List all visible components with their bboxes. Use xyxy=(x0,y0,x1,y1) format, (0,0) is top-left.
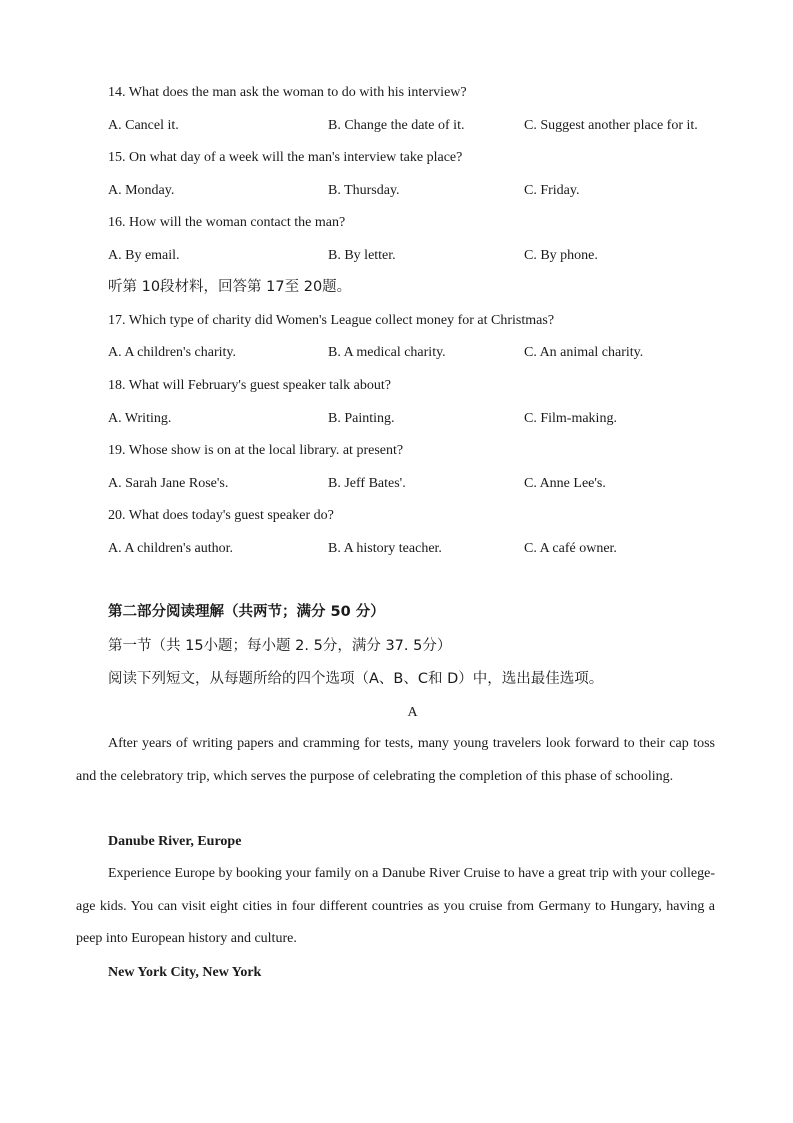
question-19: 19. Whose show is on at the local library. at present? xyxy=(108,443,404,458)
q14-option-c: C. Suggest another place for it. xyxy=(524,118,698,133)
q19-option-a: A. Sarah Jane Rose's. xyxy=(108,476,229,491)
question-15: 15. On what day of a week will the man's interview take place? xyxy=(108,150,463,165)
q14-option-a: A. Cancel it. xyxy=(108,118,179,133)
question-17: 17. Which type of charity did Women's League collect money for at Christmas? xyxy=(108,313,555,328)
part2-heading: 第二部分阅读理解（共两节；满分 50 分） xyxy=(108,604,385,620)
question-20: 20. What does today's guest speaker do? xyxy=(108,508,334,523)
q15-option-b: B. Thursday. xyxy=(328,183,400,198)
passage-label: A xyxy=(407,705,418,720)
q20-option-a: A. A children's author. xyxy=(108,541,234,556)
q20-option-b: B. A history teacher. xyxy=(328,541,442,556)
question-18: 18. What will February's guest speaker talk about? xyxy=(108,378,391,393)
q17-option-b: B. A medical charity. xyxy=(328,345,446,360)
q14-option-b: B. Change the date of it. xyxy=(328,118,465,133)
q16-option-b: B. By letter. xyxy=(328,248,396,263)
danube-text: Experience Europe by booking your family on a Danube River Cruise to have a great trip with your college-age kids. You can visit eight cities in four different countries as you cruise from Germany to Hungary, having a peep into European history and culture. xyxy=(76,866,715,947)
q18-option-a: A. Writing. xyxy=(108,411,172,426)
passage-intro: After years of writing papers and cramming for tests, many young travelers look forward to their cap toss and the celebratory trip, which serves the purpose of celebrating the completion of this phase of schooling. xyxy=(76,736,715,784)
question-14: 14. What does the man ask the woman to do with his interview? xyxy=(108,85,467,100)
q20-option-c: C. A café owner. xyxy=(524,541,617,556)
question-16: 16. How will the woman contact the man? xyxy=(108,215,346,230)
q15-option-a: A. Monday. xyxy=(108,183,175,198)
q15-option-c: C. Friday. xyxy=(524,183,580,198)
q17-option-c: C. An animal charity. xyxy=(524,345,644,360)
section1-heading: 第一节（共 15小题；每小题 2. 5分，满分 37. 5分） xyxy=(108,638,452,654)
q19-option-b: B. Jeff Bates'. xyxy=(328,476,406,491)
q18-option-c: C. Film-making. xyxy=(524,411,617,426)
q16-option-c: C. By phone. xyxy=(524,248,598,263)
nyc-title: New York City, New York xyxy=(108,965,262,980)
listening-instruction-10: 听第 10段材料，回答第 17至 20题。 xyxy=(108,279,352,295)
q19-option-c: C. Anne Lee's. xyxy=(524,476,606,491)
danube-title: Danube River, Europe xyxy=(108,834,242,849)
q18-option-b: B. Painting. xyxy=(328,411,395,426)
q16-option-a: A. By email. xyxy=(108,248,180,263)
q17-option-a: A. A children's charity. xyxy=(108,345,236,360)
reading-instruction: 阅读下列短文，从每题所给的四个选项（A、B、C和 D）中，选出最佳选项。 xyxy=(108,671,604,687)
